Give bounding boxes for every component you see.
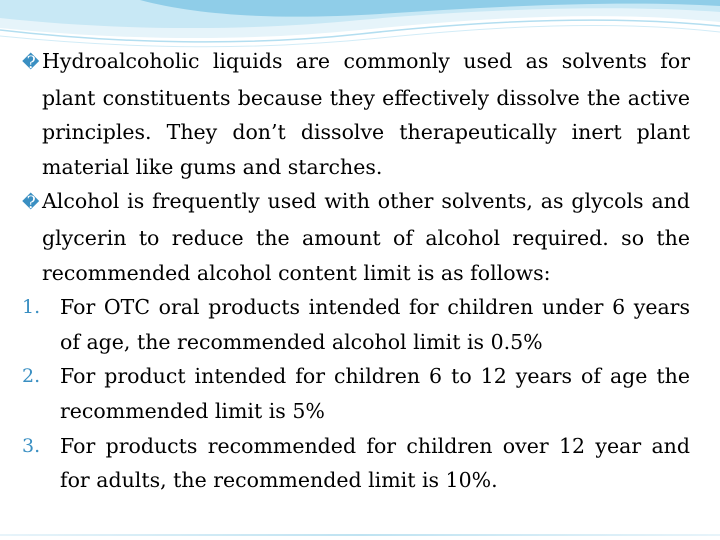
- paragraph-text: Hydroalcoholic liquids are commonly used as solvents for plant constituents because they effectively dissolve the active principles. They don’t dissolve therapeutically inert plant material like gums and starches.: [42, 49, 690, 179]
- box-bullet-icon: �: [22, 193, 40, 214]
- slide-content: [22, 44, 690, 498]
- list-number: 1.: [22, 296, 41, 319]
- footer-divider: [0, 534, 720, 536]
- list-number: 3.: [22, 434, 41, 457]
- list-text: For products recommended for children over 12 year and for adults, the recommended limit is 10%.: [60, 433, 690, 493]
- list-text: For OTC oral products intended for children under 6 years of age, the recommended alcohol limit is 0.5%: [60, 295, 690, 354]
- box-bullet-icon: �: [22, 53, 40, 73]
- paragraph-hydroalcoholic: [22, 44, 690, 184]
- list-number: 2.: [22, 365, 41, 388]
- list-item: [22, 359, 690, 428]
- list-item: [22, 290, 690, 359]
- paragraph-alcohol: [22, 184, 690, 290]
- list-item: [22, 429, 690, 498]
- paragraph-text: Alcohol is frequently used with other solvents, as glycols and glycerin to reduce the amount of alcohol required. so the recommended alcohol content limit is as follows:: [42, 189, 690, 285]
- list-text: For product intended for children 6 to 12 years of age the recommended limit is 5%: [60, 364, 690, 423]
